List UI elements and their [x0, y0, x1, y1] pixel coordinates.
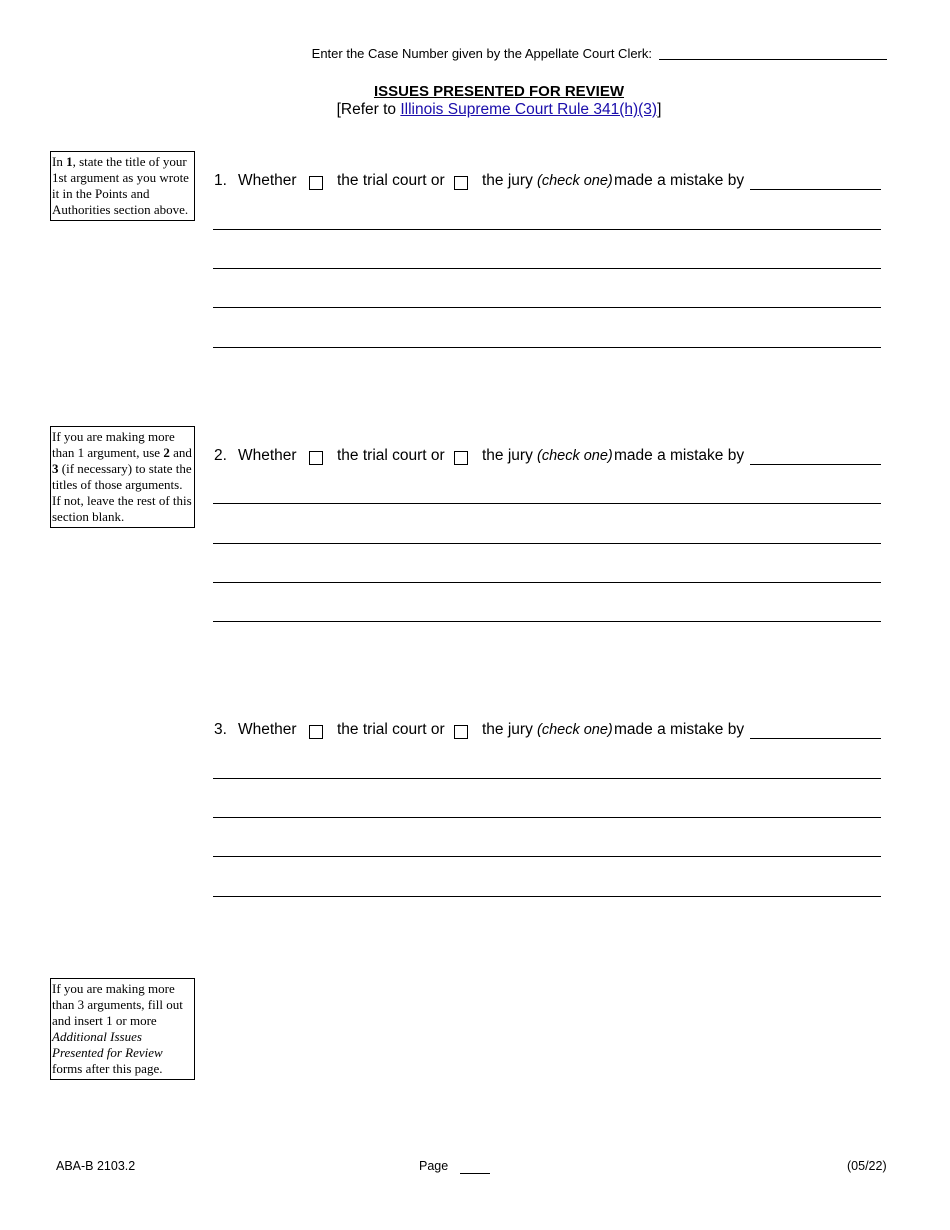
issue-2-line-2[interactable]	[213, 543, 881, 544]
trial-court-checkbox[interactable]	[309, 725, 323, 739]
instruction-text: In	[52, 154, 67, 169]
rule-link[interactable]: Illinois Supreme Court Rule 341(h)(3)	[400, 101, 658, 118]
refer-prefix: [Refer to	[336, 101, 401, 118]
jury-checkbox[interactable]	[454, 451, 468, 465]
case-number-label: Enter the Case Number given by the Appellate Court Clerk:	[311, 46, 652, 61]
instruction-box-2	[50, 426, 195, 528]
trial-court-label: the trial court or	[337, 447, 445, 464]
trial-court-label: the trial court or	[337, 172, 445, 189]
page-label: Page	[419, 1159, 449, 1173]
trial-court-label: the trial court or	[337, 721, 445, 738]
trial-court-checkbox[interactable]	[309, 176, 323, 190]
case-number-field[interactable]	[659, 59, 887, 60]
issue-whether: Whether	[238, 447, 297, 464]
trial-court-checkbox[interactable]	[309, 451, 323, 465]
issue-3-line-4[interactable]	[213, 896, 881, 897]
mistake-label: made a mistake by	[614, 172, 745, 189]
instruction-italic: Additional Issues Presented for Review	[52, 1029, 163, 1060]
issue-1-line-1[interactable]	[213, 229, 881, 230]
jury-label: the jury	[482, 721, 533, 738]
check-one-hint: (check one)	[537, 173, 613, 189]
instruction-text: If you are making more than 1 argument, use	[52, 429, 175, 460]
issue-number: 3.	[214, 721, 227, 738]
check-one-hint: (check one)	[537, 722, 613, 738]
jury-checkbox[interactable]	[454, 725, 468, 739]
instruction-text: and	[169, 445, 192, 460]
issue-1-line-3[interactable]	[213, 307, 881, 308]
issue-number: 2.	[214, 447, 227, 464]
instruction-text: forms after this page.	[52, 1061, 163, 1076]
instruction-text: , state the title of your 1st argument as you wrote it in the Points and Authorities section above.	[52, 154, 189, 217]
instruction-text: (if necessary) to state the titles of those arguments. If not, leave the rest of this section blank.	[52, 461, 192, 524]
issue-whether: Whether	[238, 721, 297, 738]
issue-number: 1.	[214, 172, 227, 189]
issue-1-row	[214, 172, 881, 194]
revision-date: (05/22)	[847, 1159, 887, 1173]
rule-reference	[0, 101, 950, 119]
instruction-bold: 3	[52, 461, 59, 476]
page-title: ISSUES PRESENTED FOR REVIEW	[373, 83, 625, 100]
jury-label: the jury	[482, 172, 533, 189]
issue-1-line-2[interactable]	[213, 268, 881, 269]
refer-suffix: ]	[657, 101, 662, 118]
issue-1-line-4[interactable]	[213, 347, 881, 348]
instruction-bold: 1	[66, 154, 73, 169]
mistake-label: made a mistake by	[614, 721, 745, 738]
issue-3-row	[214, 721, 881, 743]
issue-2-line-4[interactable]	[213, 621, 881, 622]
issue-2-line-3[interactable]	[213, 582, 881, 583]
instruction-box-1	[50, 151, 195, 221]
jury-label: the jury	[482, 447, 533, 464]
instruction-bold: 2	[163, 445, 170, 460]
issue-3-inline-field[interactable]	[750, 738, 881, 739]
issue-2-row	[214, 447, 881, 469]
issue-3-line-2[interactable]	[213, 817, 881, 818]
issue-3-line-1[interactable]	[213, 778, 881, 779]
issue-3-line-3[interactable]	[213, 856, 881, 857]
issue-2-line-1[interactable]	[213, 503, 881, 504]
issue-2-inline-field[interactable]	[750, 464, 881, 465]
instruction-box-3	[50, 978, 195, 1080]
jury-checkbox[interactable]	[454, 176, 468, 190]
instruction-text: If you are making more than 3 arguments, fill out and insert 1 or more	[52, 981, 183, 1028]
check-one-hint: (check one)	[537, 448, 613, 464]
page-number-field[interactable]	[460, 1173, 490, 1174]
form-id: ABA-B 2103.2	[56, 1159, 136, 1173]
issue-1-inline-field[interactable]	[750, 189, 881, 190]
mistake-label: made a mistake by	[614, 447, 745, 464]
issue-whether: Whether	[238, 172, 297, 189]
